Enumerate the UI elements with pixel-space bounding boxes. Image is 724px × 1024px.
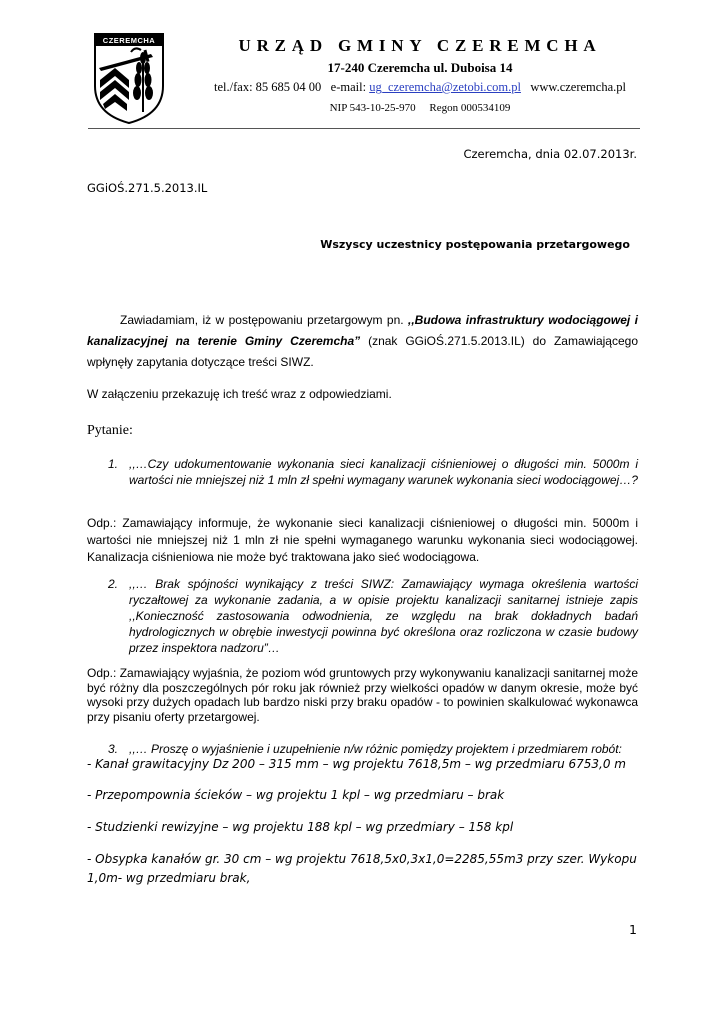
- question-number: 3.: [108, 742, 119, 756]
- question-1: [108, 456, 638, 488]
- question-number: 1.: [108, 457, 119, 471]
- crest-label: CZEREMCHA: [102, 36, 156, 46]
- phone: tel./fax: 85 685 04 00: [214, 80, 322, 94]
- header-divider: [88, 128, 640, 129]
- office-address: 17-240 Czeremcha ul. Duboisa 14: [327, 60, 513, 75]
- difference-item: - Kanał grawitacyjny Dz 200 – 315 mm – wg projektu 7618,5m – wg przedmiaru 6753,0 m: [87, 757, 626, 771]
- difference-item: - Studzienki rewizyjne – wg projektu 188 kpl – wg przedmiary – 158 kpl: [87, 820, 514, 834]
- email-link[interactable]: ug_czeremcha@zetobi.com.pl: [369, 80, 521, 94]
- question-text: ,,… Brak spójności wynikający z treści SIWZ: Zamawiający wymaga określenia wartości ryczałtowej za wykonanie zadania, a w opisie projektu kanalizacji sanitarnej istnieje zapis ,,Konieczność zastosowania odwodnienia, ze względu na brak dokładnych badań hydrologicznych w obrębie inwestycji powinna być określona oraz rozliczona w czasie budowy przez inspektora nadzoru”…: [129, 577, 638, 655]
- attachment-note: W załączeniu przekazuję ich treść wraz z odpowiedziami.: [87, 387, 392, 401]
- answer-2: Odp.: Zamawiający wyjaśnia, że poziom wód gruntowych przy wykonywaniu kanalizacji sanitarnej może być różny dla poszczególnych pór roku jak również przy wielkości opadów w danym okresie, może być wysoki przy dużych opadach lub bardzo niski przy braku opadów - to powinien skalkulować wykonawca przy pisaniu oferty przetargowej.: [87, 666, 638, 724]
- difference-item: - Przepompownia ścieków – wg projektu 1 kpl – wg przedmiaru – brak: [87, 788, 505, 802]
- answer-1: Odp.: Zamawiający informuje, że wykonanie sieci kanalizacji ciśnieniowej o długości min. 5000m i wartości nie mniejszej niż 1 mln zł nie spełni wymaganego warunku wykonania sieci wodociągowej. Kanalizacja ciśnieniowa nie może być traktowana jako sieć wodociągowa.: [87, 516, 638, 564]
- question-3: [108, 741, 638, 757]
- questions-label: Pytanie:: [87, 423, 133, 438]
- intro-part2: (znak GGiOŚ.271.5.2013.IL) do Zamawiającego wpłynęły zapytania dotyczące treści SIWZ.: [87, 334, 638, 369]
- page-number: 1: [629, 922, 637, 937]
- tender-title: ,,Budowa infrastruktury wodociągowej i kanalizacyjnej na terenie Gminy Czeremcha”: [87, 313, 638, 348]
- nip: NIP 543-10-25-970: [329, 102, 416, 114]
- contact-line: [150, 80, 690, 95]
- question-number: 2.: [108, 577, 119, 591]
- email-label: e-mail:: [330, 80, 367, 94]
- reference-number: GGiOŚ.271.5.2013.IL: [87, 181, 208, 195]
- addressee: Wszyscy uczestnicy postępowania przetargowego: [320, 238, 630, 251]
- difference-item: - Obsypka kanałów gr. 30 cm – wg projektu 7618,5x0,3x1,0=2285,55m3 przy szer. Wykopu 1,0m- wg przedmiaru brak,: [87, 852, 637, 885]
- website-link[interactable]: www.czeremcha.pl: [530, 80, 626, 94]
- letter-date: Czeremcha, dnia 02.07.2013r.: [463, 147, 637, 161]
- intro-paragraph: [87, 310, 638, 373]
- czeremcha-crest-logo: [91, 30, 167, 126]
- office-name: URZĄD GMINY CZEREMCHA: [238, 36, 602, 55]
- question-2: [108, 576, 638, 656]
- question-text: ,,…Czy udokumentowanie wykonania sieci kanalizacji ciśnieniowej o długości min. 5000m i wartości nie mniejszej niż 1 mln zł spełni wymagany warunek wykonania sieci wodociągowej…?: [129, 457, 638, 487]
- intro-part1: Zawiadamiam, iż w postępowaniu przetargowym pn.: [120, 313, 409, 327]
- regon: Regon 000534109: [429, 102, 511, 114]
- question-text: ,,… Proszę o wyjaśnienie i uzupełnienie n/w różnic pomiędzy projektem i przedmiarem robót:: [129, 742, 622, 756]
- tax-ids: [170, 102, 670, 114]
